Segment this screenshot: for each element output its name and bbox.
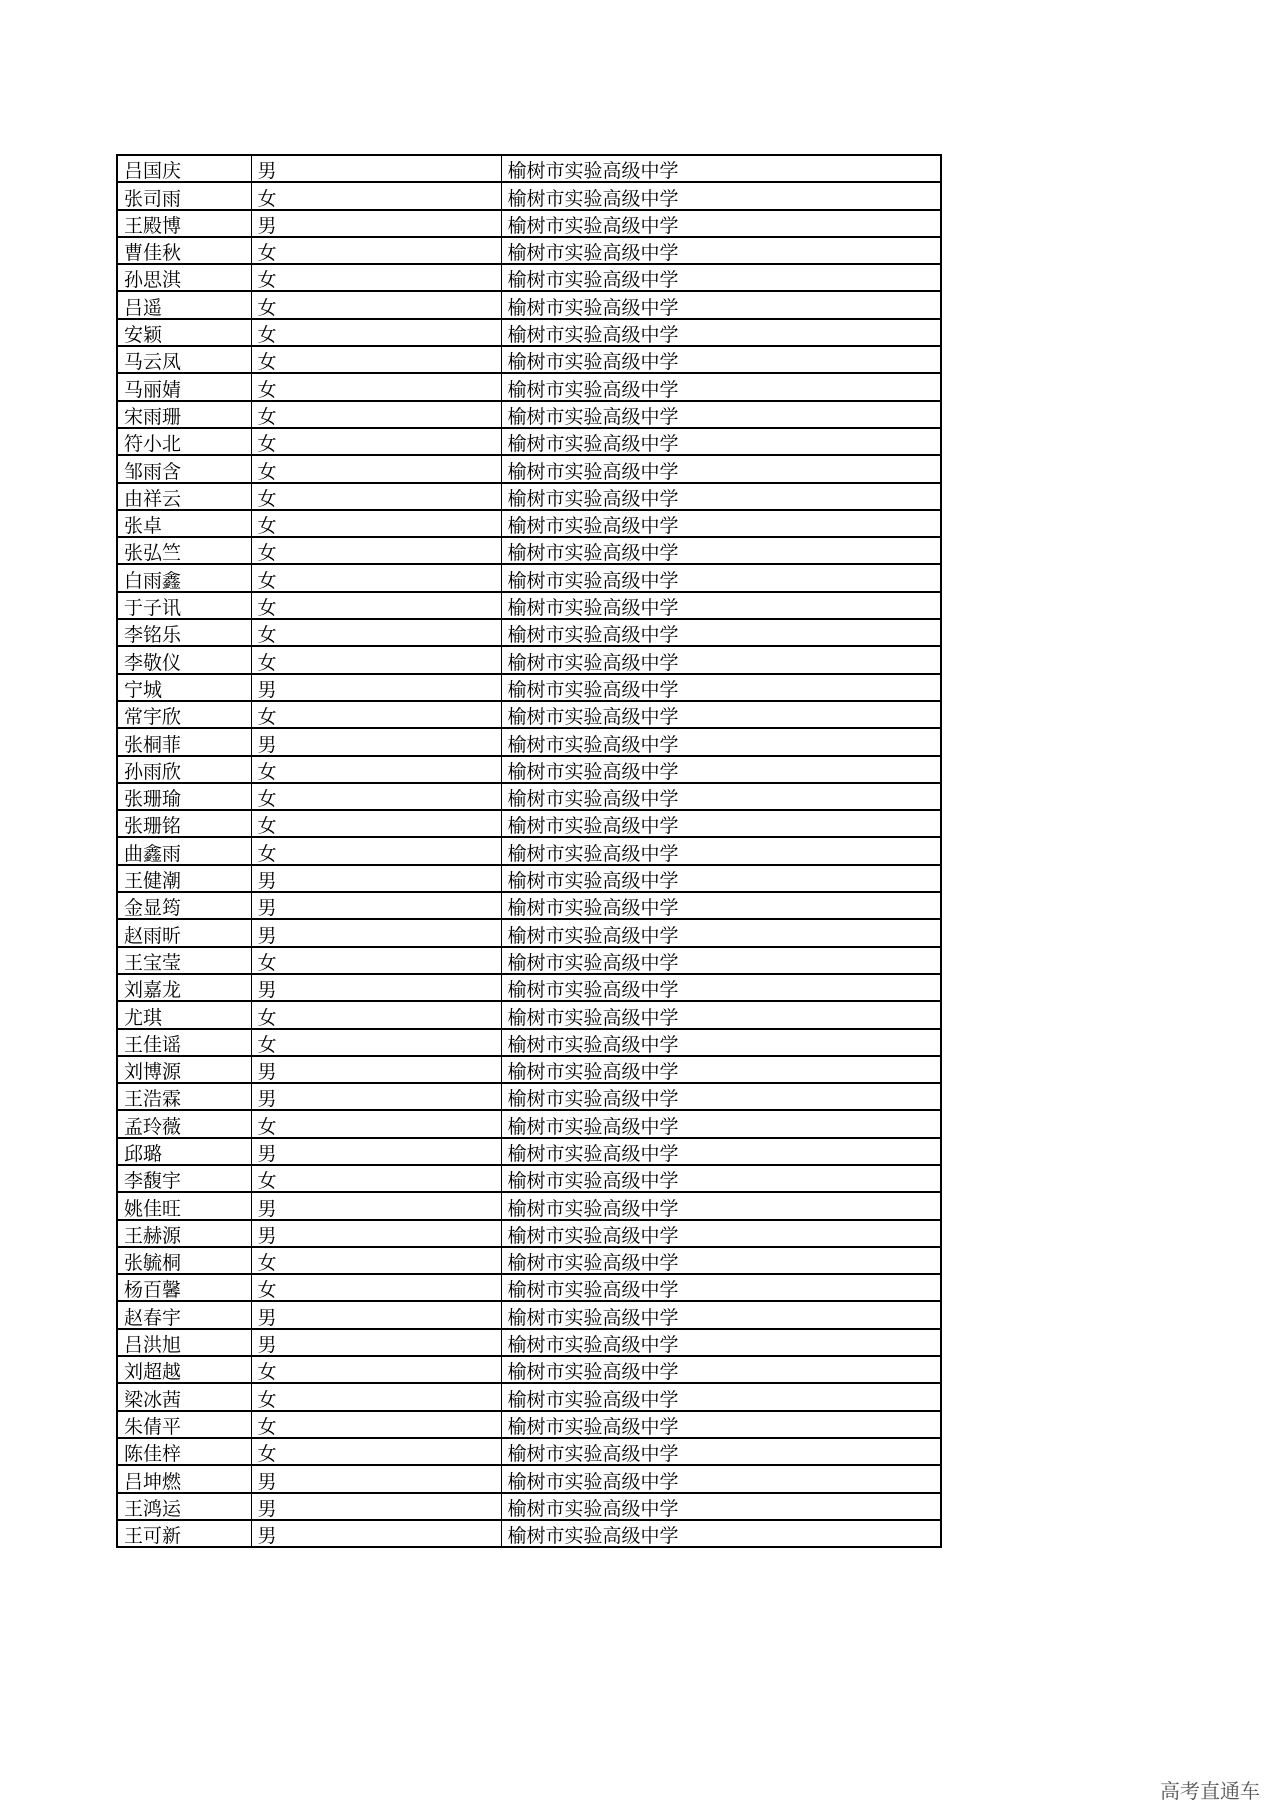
table-row xyxy=(117,1301,941,1328)
name-cell: 张珊铭 xyxy=(117,810,251,837)
table-row xyxy=(117,346,941,373)
school-cell: 榆树市实验高级中学 xyxy=(501,1493,941,1520)
table-row xyxy=(117,319,941,346)
gender-cell: 男 xyxy=(251,1138,501,1165)
school-cell: 榆树市实验高级中学 xyxy=(501,210,941,237)
table-row xyxy=(117,401,941,428)
gender-cell: 男 xyxy=(251,1056,501,1083)
table-row xyxy=(117,837,941,864)
school-cell: 榆树市实验高级中学 xyxy=(501,1001,941,1028)
table-row xyxy=(117,646,941,673)
watermark-text: 高考直通车 xyxy=(1160,1779,1260,1803)
school-cell: 榆树市实验高级中学 xyxy=(501,483,941,510)
school-cell: 榆树市实验高级中学 xyxy=(501,1438,941,1465)
name-cell: 陈佳梓 xyxy=(117,1438,251,1465)
table-row xyxy=(117,1383,941,1410)
table-row xyxy=(117,1220,941,1247)
table-row xyxy=(117,1083,941,1110)
gender-cell: 男 xyxy=(251,1083,501,1110)
name-cell: 安颖 xyxy=(117,319,251,346)
gender-cell: 女 xyxy=(251,1247,501,1274)
school-cell: 榆树市实验高级中学 xyxy=(501,701,941,728)
gender-cell: 男 xyxy=(251,210,501,237)
name-cell: 王赫源 xyxy=(117,1220,251,1247)
gender-cell: 女 xyxy=(251,756,501,783)
name-cell: 朱倩平 xyxy=(117,1411,251,1438)
name-cell: 王殿博 xyxy=(117,210,251,237)
school-cell: 榆树市实验高级中学 xyxy=(501,592,941,619)
table-row xyxy=(117,810,941,837)
school-cell: 榆树市实验高级中学 xyxy=(501,974,941,1001)
name-cell: 刘嘉龙 xyxy=(117,974,251,1001)
table-row xyxy=(117,592,941,619)
name-cell: 曲鑫雨 xyxy=(117,837,251,864)
name-cell: 吕遥 xyxy=(117,291,251,318)
table-row xyxy=(117,756,941,783)
name-cell: 常宇欣 xyxy=(117,701,251,728)
table-row xyxy=(117,455,941,482)
school-cell: 榆树市实验高级中学 xyxy=(501,1411,941,1438)
school-cell: 榆树市实验高级中学 xyxy=(501,1301,941,1328)
school-cell: 榆树市实验高级中学 xyxy=(501,264,941,291)
name-cell: 于子讯 xyxy=(117,592,251,619)
table-row xyxy=(117,892,941,919)
name-cell: 符小北 xyxy=(117,428,251,455)
table-row xyxy=(117,1138,941,1165)
name-cell: 吕洪旭 xyxy=(117,1329,251,1356)
name-cell: 王佳谣 xyxy=(117,1029,251,1056)
table-row xyxy=(117,210,941,237)
gender-cell: 女 xyxy=(251,264,501,291)
gender-cell: 男 xyxy=(251,155,501,182)
name-cell: 吕国庆 xyxy=(117,155,251,182)
name-cell: 王宝莹 xyxy=(117,947,251,974)
table-row xyxy=(117,1329,941,1356)
school-cell: 榆树市实验高级中学 xyxy=(501,182,941,209)
gender-cell: 女 xyxy=(251,1438,501,1465)
gender-cell: 女 xyxy=(251,646,501,673)
gender-cell: 女 xyxy=(251,810,501,837)
name-cell: 杨百馨 xyxy=(117,1274,251,1301)
gender-cell: 女 xyxy=(251,291,501,318)
gender-cell: 男 xyxy=(251,1220,501,1247)
school-cell: 榆树市实验高级中学 xyxy=(501,373,941,400)
school-cell: 榆树市实验高级中学 xyxy=(501,1083,941,1110)
name-cell: 刘博源 xyxy=(117,1056,251,1083)
name-cell: 邹雨含 xyxy=(117,455,251,482)
school-cell: 榆树市实验高级中学 xyxy=(501,1329,941,1356)
name-cell: 姚佳旺 xyxy=(117,1192,251,1219)
name-cell: 吕坤燃 xyxy=(117,1465,251,1492)
roster-table-container xyxy=(116,154,942,1548)
school-cell: 榆树市实验高级中学 xyxy=(501,401,941,428)
name-cell: 孙雨欣 xyxy=(117,756,251,783)
gender-cell: 女 xyxy=(251,346,501,373)
name-cell: 张桐菲 xyxy=(117,728,251,755)
gender-cell: 女 xyxy=(251,1274,501,1301)
gender-cell: 男 xyxy=(251,1301,501,1328)
gender-cell: 女 xyxy=(251,1110,501,1137)
school-cell: 榆树市实验高级中学 xyxy=(501,1247,941,1274)
school-cell: 榆树市实验高级中学 xyxy=(501,892,941,919)
school-cell: 榆树市实验高级中学 xyxy=(501,728,941,755)
gender-cell: 女 xyxy=(251,401,501,428)
table-row xyxy=(117,1520,941,1547)
table-row xyxy=(117,919,941,946)
name-cell: 王可新 xyxy=(117,1520,251,1547)
name-cell: 王健潮 xyxy=(117,865,251,892)
school-cell: 榆树市实验高级中学 xyxy=(501,619,941,646)
school-cell: 榆树市实验高级中学 xyxy=(501,1165,941,1192)
table-row xyxy=(117,182,941,209)
name-cell: 宋雨珊 xyxy=(117,401,251,428)
name-cell: 曹佳秋 xyxy=(117,237,251,264)
gender-cell: 女 xyxy=(251,1383,501,1410)
school-cell: 榆树市实验高级中学 xyxy=(501,1110,941,1137)
table-row xyxy=(117,264,941,291)
name-cell: 马丽婧 xyxy=(117,373,251,400)
gender-cell: 男 xyxy=(251,892,501,919)
name-cell: 孟玲薇 xyxy=(117,1110,251,1137)
name-cell: 李铭乐 xyxy=(117,619,251,646)
school-cell: 榆树市实验高级中学 xyxy=(501,1138,941,1165)
name-cell: 白雨鑫 xyxy=(117,564,251,591)
table-row xyxy=(117,155,941,182)
school-cell: 榆树市实验高级中学 xyxy=(501,237,941,264)
gender-cell: 女 xyxy=(251,1001,501,1028)
name-cell: 尤琪 xyxy=(117,1001,251,1028)
school-cell: 榆树市实验高级中学 xyxy=(501,865,941,892)
gender-cell: 女 xyxy=(251,837,501,864)
name-cell: 张毓桐 xyxy=(117,1247,251,1274)
name-cell: 由祥云 xyxy=(117,483,251,510)
table-row xyxy=(117,1411,941,1438)
table-row xyxy=(117,1056,941,1083)
school-cell: 榆树市实验高级中学 xyxy=(501,1220,941,1247)
name-cell: 张卓 xyxy=(117,510,251,537)
name-cell: 马云凤 xyxy=(117,346,251,373)
gender-cell: 女 xyxy=(251,428,501,455)
gender-cell: 女 xyxy=(251,1165,501,1192)
name-cell: 王浩霖 xyxy=(117,1083,251,1110)
name-cell: 宁城 xyxy=(117,674,251,701)
table-row xyxy=(117,373,941,400)
gender-cell: 女 xyxy=(251,373,501,400)
name-cell: 赵春宇 xyxy=(117,1301,251,1328)
gender-cell: 女 xyxy=(251,947,501,974)
gender-cell: 女 xyxy=(251,1356,501,1383)
roster-table-body xyxy=(117,155,941,1547)
school-cell: 榆树市实验高级中学 xyxy=(501,674,941,701)
table-row xyxy=(117,428,941,455)
gender-cell: 女 xyxy=(251,701,501,728)
table-row xyxy=(117,728,941,755)
school-cell: 榆树市实验高级中学 xyxy=(501,837,941,864)
table-row xyxy=(117,291,941,318)
school-cell: 榆树市实验高级中学 xyxy=(501,1383,941,1410)
table-row xyxy=(117,537,941,564)
gender-cell: 女 xyxy=(251,510,501,537)
table-row xyxy=(117,1356,941,1383)
table-row xyxy=(117,701,941,728)
gender-cell: 男 xyxy=(251,1493,501,1520)
gender-cell: 男 xyxy=(251,919,501,946)
school-cell: 榆树市实验高级中学 xyxy=(501,756,941,783)
table-row xyxy=(117,1247,941,1274)
table-row xyxy=(117,1438,941,1465)
gender-cell: 女 xyxy=(251,455,501,482)
gender-cell: 女 xyxy=(251,182,501,209)
gender-cell: 男 xyxy=(251,1192,501,1219)
school-cell: 榆树市实验高级中学 xyxy=(501,1192,941,1219)
school-cell: 榆树市实验高级中学 xyxy=(501,155,941,182)
table-row xyxy=(117,865,941,892)
table-row xyxy=(117,1274,941,1301)
school-cell: 榆树市实验高级中学 xyxy=(501,537,941,564)
table-row xyxy=(117,619,941,646)
gender-cell: 女 xyxy=(251,1029,501,1056)
name-cell: 李馥宇 xyxy=(117,1165,251,1192)
roster-table xyxy=(116,154,942,1548)
table-row xyxy=(117,237,941,264)
table-row xyxy=(117,674,941,701)
school-cell: 榆树市实验高级中学 xyxy=(501,783,941,810)
gender-cell: 男 xyxy=(251,674,501,701)
name-cell: 张弘竺 xyxy=(117,537,251,564)
name-cell: 刘超越 xyxy=(117,1356,251,1383)
gender-cell: 男 xyxy=(251,728,501,755)
school-cell: 榆树市实验高级中学 xyxy=(501,1274,941,1301)
name-cell: 张珊瑜 xyxy=(117,783,251,810)
table-row xyxy=(117,947,941,974)
school-cell: 榆树市实验高级中学 xyxy=(501,1029,941,1056)
school-cell: 榆树市实验高级中学 xyxy=(501,564,941,591)
gender-cell: 女 xyxy=(251,564,501,591)
school-cell: 榆树市实验高级中学 xyxy=(501,1056,941,1083)
table-row xyxy=(117,1465,941,1492)
school-cell: 榆树市实验高级中学 xyxy=(501,346,941,373)
gender-cell: 男 xyxy=(251,974,501,1001)
table-row xyxy=(117,510,941,537)
school-cell: 榆树市实验高级中学 xyxy=(501,510,941,537)
name-cell: 赵雨昕 xyxy=(117,919,251,946)
school-cell: 榆树市实验高级中学 xyxy=(501,947,941,974)
gender-cell: 女 xyxy=(251,319,501,346)
gender-cell: 女 xyxy=(251,483,501,510)
school-cell: 榆树市实验高级中学 xyxy=(501,291,941,318)
name-cell: 王鸿运 xyxy=(117,1493,251,1520)
gender-cell: 男 xyxy=(251,865,501,892)
school-cell: 榆树市实验高级中学 xyxy=(501,319,941,346)
gender-cell: 女 xyxy=(251,619,501,646)
table-row xyxy=(117,1192,941,1219)
gender-cell: 男 xyxy=(251,1465,501,1492)
name-cell: 张司雨 xyxy=(117,182,251,209)
name-cell: 金显筠 xyxy=(117,892,251,919)
school-cell: 榆树市实验高级中学 xyxy=(501,1465,941,1492)
table-row xyxy=(117,1165,941,1192)
name-cell: 孙思淇 xyxy=(117,264,251,291)
name-cell: 梁冰茜 xyxy=(117,1383,251,1410)
table-row xyxy=(117,1029,941,1056)
table-row xyxy=(117,1493,941,1520)
name-cell: 李敬仪 xyxy=(117,646,251,673)
table-row xyxy=(117,1001,941,1028)
school-cell: 榆树市实验高级中学 xyxy=(501,1520,941,1547)
school-cell: 榆树市实验高级中学 xyxy=(501,455,941,482)
gender-cell: 女 xyxy=(251,237,501,264)
gender-cell: 男 xyxy=(251,1329,501,1356)
table-row xyxy=(117,974,941,1001)
gender-cell: 女 xyxy=(251,1411,501,1438)
gender-cell: 男 xyxy=(251,1520,501,1547)
school-cell: 榆树市实验高级中学 xyxy=(501,919,941,946)
school-cell: 榆树市实验高级中学 xyxy=(501,428,941,455)
school-cell: 榆树市实验高级中学 xyxy=(501,810,941,837)
school-cell: 榆树市实验高级中学 xyxy=(501,1356,941,1383)
table-row xyxy=(117,1110,941,1137)
name-cell: 邱璐 xyxy=(117,1138,251,1165)
gender-cell: 女 xyxy=(251,783,501,810)
gender-cell: 女 xyxy=(251,537,501,564)
table-row xyxy=(117,783,941,810)
school-cell: 榆树市实验高级中学 xyxy=(501,646,941,673)
table-row xyxy=(117,564,941,591)
gender-cell: 女 xyxy=(251,592,501,619)
table-row xyxy=(117,483,941,510)
